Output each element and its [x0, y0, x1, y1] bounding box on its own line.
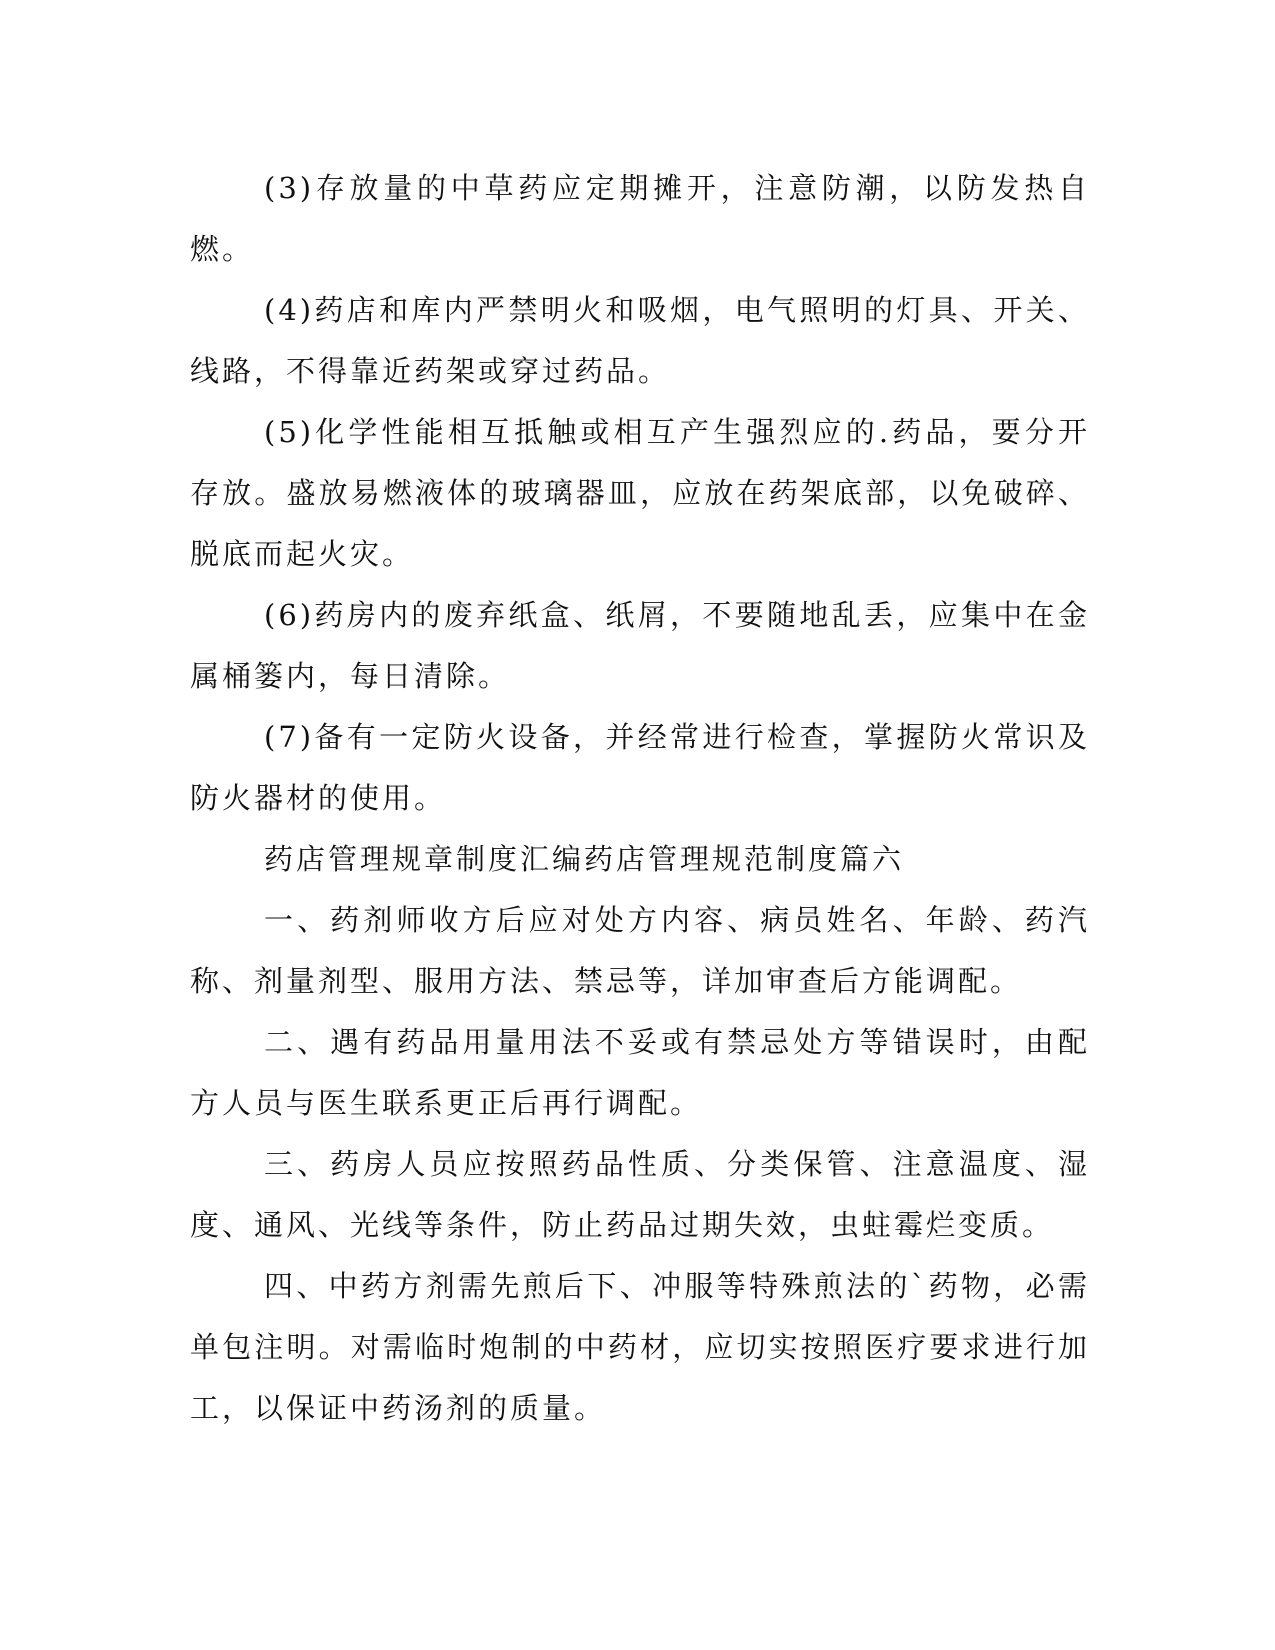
- document-body: [190, 158, 1090, 1439]
- paragraph-item-6: (6)药房内的废弃纸盒、纸屑，不要随地乱丢，应集中在金属桶篓内，每日清除。: [190, 598, 1090, 693]
- paragraph-item-7: (7)备有一定防火设备，并经常进行检查，掌握防火常识及防火器材的使用。: [190, 720, 1090, 815]
- paragraph-item-4: (4)药店和库内严禁明火和吸烟，电气照明的灯具、开关、线路，不得靠近药架或穿过药品。: [190, 293, 1090, 388]
- paragraph-item-3: (3)存放量的中草药应定期摊开，注意防潮，以防发热自燃。: [190, 171, 1090, 266]
- paragraph-rule-3: 三、药房人员应按照药品性质、分类保管、注意温度、湿度、通风、光线等条件，防止药品过期失效，虫蛀霉烂变质。: [190, 1147, 1090, 1242]
- paragraph-rule-1: 一、药剂师收方后应对处方内容、病员姓名、年龄、药汽称、剂量剂型、服用方法、禁忌等，详加审查后方能调配。: [190, 903, 1090, 998]
- paragraph-rule-2: 二、遇有药品用量用法不妥或有禁忌处方等错误时，由配方人员与医生联系更正后再行调配。: [190, 1025, 1090, 1120]
- paragraph-item-5: (5)化学性能相互抵触或相互产生强烈应的.药品，要分开存放。盛放易燃液体的玻璃器皿，应放在药架底部，以免破碎、脱底而起火灾。: [190, 415, 1090, 571]
- section-heading: 药店管理规章制度汇编药店管理规范制度篇六: [264, 842, 905, 876]
- paragraph-rule-4: 四、中药方剂需先煎后下、冲服等特殊煎法的`药物，必需单包注明。对需临时炮制的中药材，应切实按照医疗要求进行加工，以保证中药汤剂的质量。: [190, 1269, 1090, 1425]
